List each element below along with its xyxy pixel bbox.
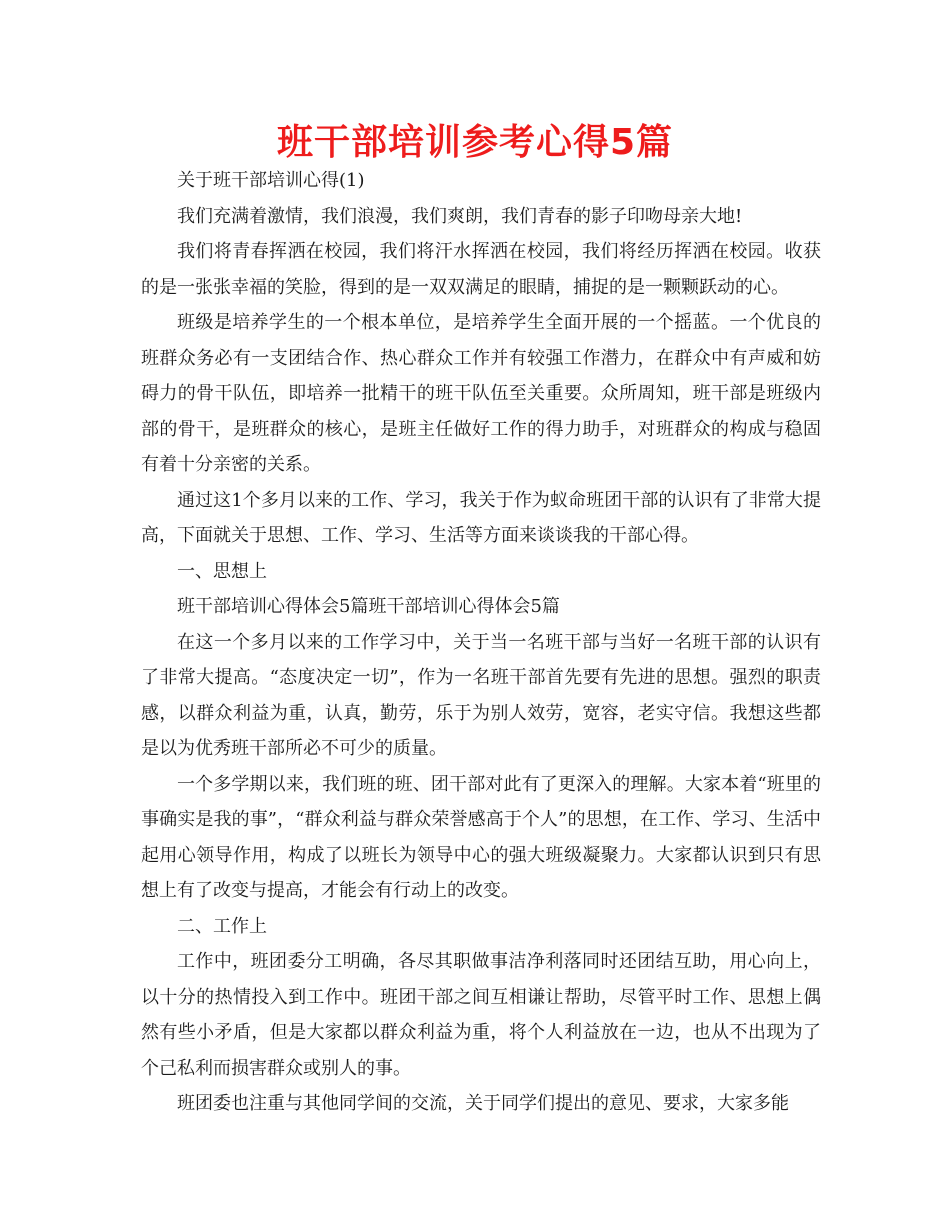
document-title: 班干部培训参考心得5篇 <box>276 122 674 163</box>
section-heading: 二、工作上 <box>177 915 267 937</box>
section-heading: 一、思想上 <box>177 560 267 582</box>
paragraph: 关于班干部培训心得(1) <box>177 170 365 191</box>
paragraph: 班干部培训心得体会5篇班干部培训心得体会5篇 <box>177 596 560 617</box>
paragraph: 一个多学期以来，我们班的班、团干部对此有了更深入的理解。大家本着“班里的事确实是我的事”，“群众利益与群众荣誉感高于个人”的思想，在工作、学习、生活中起用心领导作用，构成了以班长为领导中心的强大班级凝聚力。大家都认识到只有思想上有了改变与提高，才能会有行动上的改变。 <box>141 773 821 901</box>
paragraph: 在这一个多月以来的工作学习中，关于当一名班干部与当好一名班干部的认识有了非常大提高。“态度决定一切”，作为一名班干部首先要有先进的思想。强烈的职责感，以群众利益为重，认真，勤劳，乐于为别人效劳，宽容，老实守信。我想这些都是以为优秀班干部所必不可少的质量。 <box>141 631 821 759</box>
document-body <box>141 163 821 1122</box>
paragraph: 我们充满着激情，我们浪漫，我们爽朗，我们青春的影子印吻母亲大地! <box>177 205 743 227</box>
paragraph: 班级是培养学生的一个根本单位，是培养学生全面开展的一个摇蓝。一个优良的班群众务必有一支团结合作、热心群众工作并有较强工作潜力，在群众中有声威和妨碍力的骨干队伍，即培养一批精干的班干队伍至关重要。众所周知，班干部是班级内部的骨干，是班群众的核心，是班主任做好工作的得力助手，对班群众的构成与稳固有着十分亲密的关系。 <box>141 312 821 475</box>
paragraph: 工作中，班团委分工明确，各尽其职做事洁净利落同时还团结互助，用心向上，以十分的热情投入到工作中。班团干部之间互相谦让帮助，尽管平时工作、思想上偶然有些小矛盾，但是大家都以群众利益为重，将个人利益放在一边，也从不出现为了个己私利而损害群众或别人的事。 <box>141 951 821 1079</box>
paragraph: 班团委也注重与其他同学间的交流，关于同学们提出的意见、要求，大家多能 <box>177 1093 789 1114</box>
paragraph: 通过这1个多月以来的工作、学习，我关于作为蚁命班团干部的认识有了非常大提高，下面就关于思想、工作、学习、生活等方面来谈谈我的干部心得。 <box>141 489 821 546</box>
paragraph: 我们将青春挥洒在校园，我们将汗水挥洒在校园，我们将经历挥洒在校园。收获的是一张张幸福的笑脸，得到的是一双双满足的眼睛，捕捉的是一颗颗跃动的心。 <box>141 241 821 298</box>
